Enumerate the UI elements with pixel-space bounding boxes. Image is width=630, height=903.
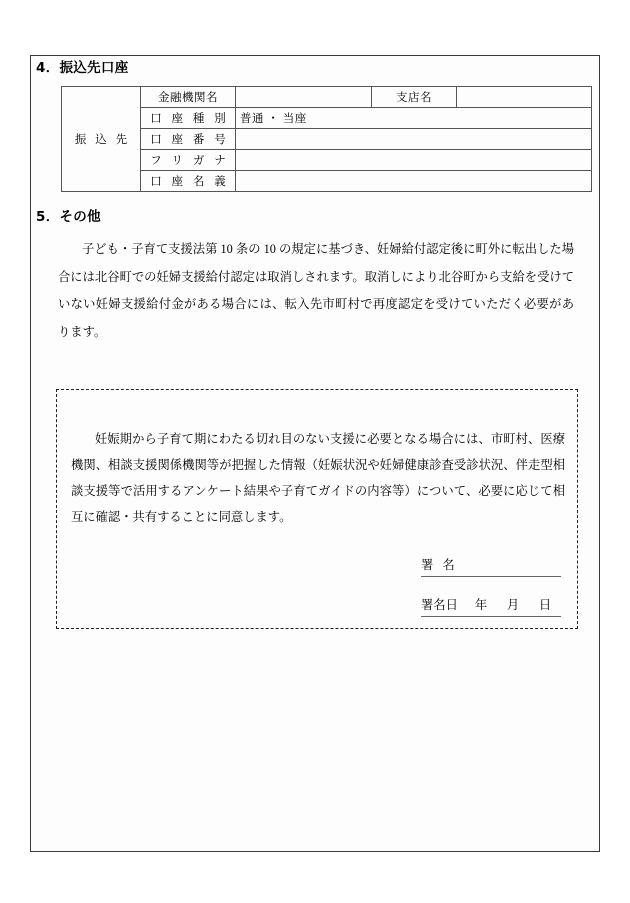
bank-table-label-account-number: 口 座 番 号 (141, 129, 236, 150)
table-row (62, 171, 592, 192)
form-page (30, 55, 600, 852)
bank-table-value-account-holder[interactable] (236, 171, 592, 192)
bank-table-label-account-type: 口 座 種 別 (141, 108, 236, 129)
signature-name-label: 署 名 (421, 558, 458, 572)
table-row (62, 108, 592, 129)
bank-table-row-header: 振 込 先 (62, 87, 141, 192)
bank-table-label-institution: 金融機関名 (141, 87, 236, 108)
bank-account-table (61, 86, 592, 192)
other-section-paragraph: 子ども・子育て支援法第 10 条の 10 の規定に基づき、妊婦給付認定後に町外に転出した場合には北谷町での妊婦支援給付認定は取消しされます。取消しにより北谷町から支給を受けていない妊婦支援給付金がある場合には、転入先市町村で再度認定を受けていただく必要があります。 (58, 242, 574, 339)
table-row (62, 150, 592, 171)
signature-date-label: 署名日 (421, 598, 458, 612)
signature-date-day-unit: 日 (538, 598, 552, 612)
bank-table-value-branch[interactable] (457, 87, 592, 108)
section-heading-bank-account: 4．振込先口座 (36, 60, 129, 76)
signature-name-field[interactable] (421, 556, 561, 577)
table-row (62, 87, 592, 108)
bank-table-label-account-holder: 口 座 名 義 (141, 171, 236, 192)
bank-table-label-branch: 支店名 (372, 87, 457, 108)
signature-date-year-unit: 年 (474, 598, 488, 612)
consent-box (56, 389, 578, 629)
signature-date-field[interactable] (421, 596, 561, 617)
bank-table-label-furigana: フ リ ガ ナ (141, 150, 236, 171)
bank-table-value-account-number[interactable] (236, 129, 592, 150)
bank-table-value-account-type[interactable]: 普通 ・ 当座 (236, 108, 592, 129)
consent-paragraph: 妊娠期から子育て期にわたる切れ目のない支援に必要となる場合には、市町村、医療機関、相談支援関係機関等が把握した情報（妊娠状況や妊婦健康診査受診状況、伴走型相談支援等で活用するアンケート結果や子育てガイドの内容等）について、必要に応じて相互に確認・共有することに同意します。 (71, 432, 565, 524)
signature-date-month-unit: 月 (506, 598, 520, 612)
bank-table-value-furigana[interactable] (236, 150, 592, 171)
bank-table-value-institution[interactable] (236, 87, 372, 108)
section-heading-other: 5．その他 (36, 209, 101, 225)
table-row (62, 129, 592, 150)
